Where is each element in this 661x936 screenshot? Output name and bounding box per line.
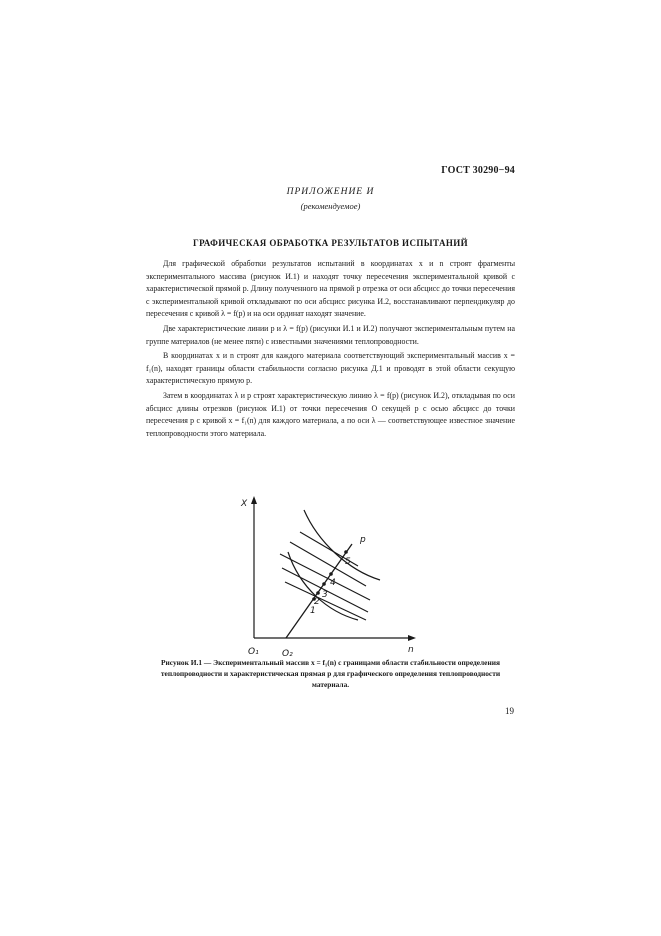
paragraph: В координатах x и n строят для каждого материала соответствующий экспериментальный массив x = f₁(n), находят границы области стабильности согласно рисунка Д.1 и проводят в этой области секущую характеристическую прямую p. [146, 351, 515, 386]
intersection-point [329, 572, 333, 576]
x-axis-arrow [408, 635, 416, 641]
figure-experimental-array [230, 490, 430, 660]
paragraph: Для графической обработки результатов испытаний в координатах x и n строят фрагменты экспериментального массива (рисунок И.1) и находят точку пересечения экспериментальной кривой с характеристической прямой p. Длину полученного на прямой p отрезка от оси абсцисс до точки пересечения с экспериментальной кривой откладывают по оси абсцисс рисунка И.2, восстанавливают перпендикуляр до пересечения с кривой λ = f(p) и на оси ординат находят значение. [146, 259, 515, 319]
x-axis-label: n [408, 645, 414, 655]
paragraph: Две характеристические линии p и λ = f(p) (рисунки И.1 и И.2) получают экспериментальным путем на группе материалов (не менее пяти) с известными значениями теплопроводности. [146, 323, 515, 346]
appendix-title: ПРИЛОЖЕНИЕ И [286, 187, 375, 197]
intersection-point [316, 591, 320, 595]
point-label-2: 2 [314, 597, 320, 607]
body-text [146, 258, 515, 442]
page-number: 19 [505, 706, 514, 716]
intersection-point [344, 550, 348, 554]
point-label-5: 5 [345, 557, 351, 567]
characteristic-line-p [286, 544, 352, 638]
point-label-1: 1 [310, 606, 316, 616]
section-title: ГРАФИЧЕСКАЯ ОБРАБОТКА РЕЗУЛЬТАТОВ ИСПЫТАНИЙ [192, 238, 469, 248]
intersection-point [322, 582, 326, 586]
origin-label: O₁ [248, 647, 259, 657]
point-label-4: 4 [330, 578, 336, 588]
y-axis-arrow [251, 496, 257, 504]
figure-caption: Рисунок И.1 — Экспериментальный массив x = f₁(n) с границами области стабильности определения теплопроводности и характеристическая прямая p для графического определения теплопроводности материала. [160, 658, 501, 689]
paragraph: Затем в координатах λ и p строят характеристическую линию λ = f(p) (рисунок И.2), откладывая по оси абсцисс длины отрезков (рисунок И.1) от точки пересечения О секущей p с осью абсцисс до точки пересечения p с кривой x = f₁(n) для каждого материала, а по оси λ — соответствующее известное значение теплопроводности этого материала. [146, 390, 515, 438]
experimental-curve [285, 582, 366, 620]
intercept-label: O₂ [282, 649, 293, 659]
line-p-label: p [360, 535, 366, 545]
point-label-3: 3 [322, 590, 328, 600]
boundary-curve-upper [304, 510, 380, 580]
document-code: ГОСТ 30290−94 [441, 165, 515, 176]
appendix-subtitle: (рекомендуемое) [300, 201, 361, 211]
y-axis-label: X [241, 499, 248, 509]
